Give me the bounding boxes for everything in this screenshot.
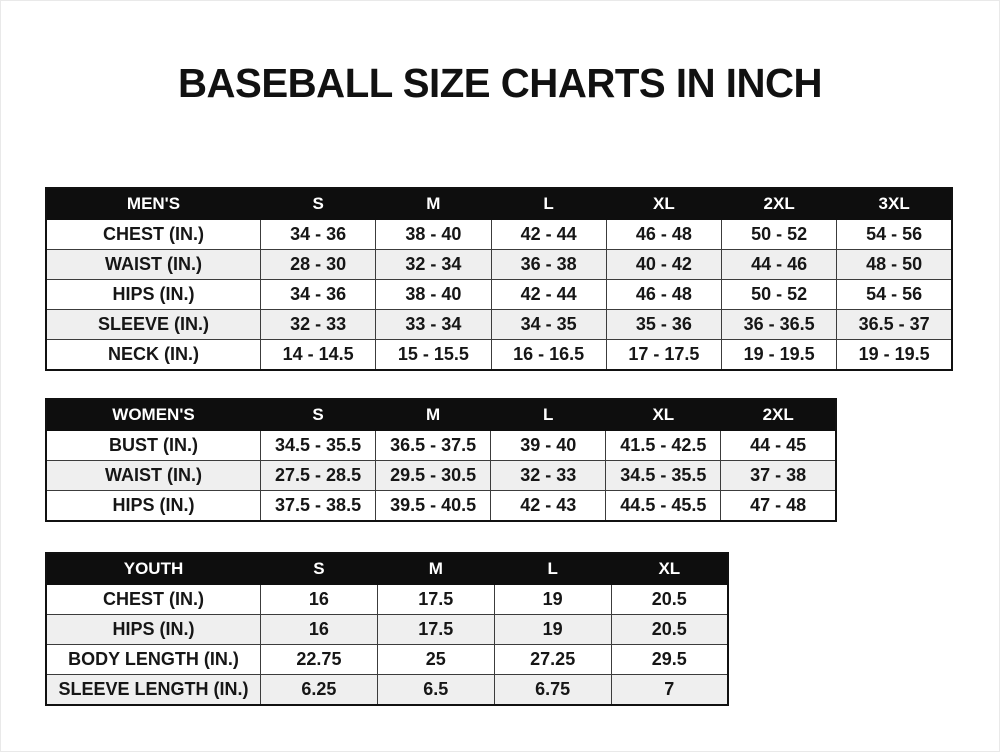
size-value: 16: [261, 615, 378, 645]
size-value: 32 - 33: [261, 310, 376, 340]
measurement-label: CHEST (IN.): [46, 585, 261, 615]
size-value: 27.5 - 28.5: [261, 461, 376, 491]
size-value: 16: [261, 585, 378, 615]
size-column-header: S: [261, 553, 378, 585]
measurement-label: WAIST (IN.): [46, 461, 261, 491]
size-value: 14 - 14.5: [261, 340, 376, 371]
size-value: 38 - 40: [376, 280, 491, 310]
table-row: [46, 461, 836, 491]
size-value: 20.5: [611, 585, 728, 615]
size-value: 46 - 48: [606, 280, 721, 310]
size-value: 22.75: [261, 645, 378, 675]
size-value: 50 - 52: [722, 220, 837, 250]
size-value: 48 - 50: [837, 250, 952, 280]
size-value: 42 - 44: [491, 220, 606, 250]
size-column-header: L: [494, 553, 611, 585]
size-value: 36 - 38: [491, 250, 606, 280]
size-value: 34 - 36: [261, 280, 376, 310]
size-value: 20.5: [611, 615, 728, 645]
size-value: 47 - 48: [721, 491, 836, 522]
measurement-label: SLEEVE LENGTH (IN.): [46, 675, 261, 706]
size-value: 33 - 34: [376, 310, 491, 340]
measurement-label: HIPS (IN.): [46, 491, 261, 522]
size-value: 54 - 56: [837, 280, 952, 310]
table-row: [46, 615, 728, 645]
size-value: 54 - 56: [837, 220, 952, 250]
size-value: 37 - 38: [721, 461, 836, 491]
size-column-header: XL: [606, 188, 721, 220]
table-row: [46, 250, 952, 280]
womens-size-table: [45, 398, 837, 522]
size-column-header: S: [261, 399, 376, 431]
size-value: 17.5: [377, 615, 494, 645]
size-column-header: XL: [606, 399, 721, 431]
size-column-header: 2XL: [722, 188, 837, 220]
size-value: 46 - 48: [606, 220, 721, 250]
table-row: [46, 220, 952, 250]
size-column-header: M: [377, 553, 494, 585]
page-title: BASEBALL SIZE CHARTS IN INCH: [177, 60, 823, 106]
measurement-label: BODY LENGTH (IN.): [46, 645, 261, 675]
size-value: 36.5 - 37: [837, 310, 952, 340]
size-value: 6.25: [261, 675, 378, 706]
size-column-header: 3XL: [837, 188, 952, 220]
header-row: [46, 188, 952, 220]
size-value: 29.5 - 30.5: [376, 461, 491, 491]
size-value: 44.5 - 45.5: [606, 491, 721, 522]
size-value: 34 - 35: [491, 310, 606, 340]
size-column-header: L: [491, 188, 606, 220]
header-row: [46, 399, 836, 431]
size-value: 6.75: [494, 675, 611, 706]
group-label: YOUTH: [46, 553, 261, 585]
size-value: 29.5: [611, 645, 728, 675]
size-value: 32 - 34: [376, 250, 491, 280]
size-column-header: M: [376, 399, 491, 431]
size-value: 16 - 16.5: [491, 340, 606, 371]
measurement-label: SLEEVE (IN.): [46, 310, 261, 340]
size-column-header: S: [261, 188, 376, 220]
size-value: 36.5 - 37.5: [376, 431, 491, 461]
size-value: 41.5 - 42.5: [606, 431, 721, 461]
mens-size-table: [45, 187, 953, 371]
size-value: 32 - 33: [491, 461, 606, 491]
table-row: [46, 645, 728, 675]
size-value: 39.5 - 40.5: [376, 491, 491, 522]
size-value: 28 - 30: [261, 250, 376, 280]
measurement-label: CHEST (IN.): [46, 220, 261, 250]
table-row: [46, 431, 836, 461]
size-value: 34.5 - 35.5: [606, 461, 721, 491]
size-value: 34.5 - 35.5: [261, 431, 376, 461]
table-row: [46, 280, 952, 310]
size-value: 40 - 42: [606, 250, 721, 280]
size-value: 42 - 43: [491, 491, 606, 522]
size-value: 42 - 44: [491, 280, 606, 310]
size-value: 19: [494, 585, 611, 615]
size-column-header: L: [491, 399, 606, 431]
size-value: 34 - 36: [261, 220, 376, 250]
header-row: [46, 553, 728, 585]
size-column-header: M: [376, 188, 491, 220]
size-value: 36 - 36.5: [722, 310, 837, 340]
size-value: 15 - 15.5: [376, 340, 491, 371]
table-row: [46, 310, 952, 340]
size-value: 37.5 - 38.5: [261, 491, 376, 522]
measurement-label: HIPS (IN.): [46, 280, 261, 310]
measurement-label: NECK (IN.): [46, 340, 261, 371]
size-value: 50 - 52: [722, 280, 837, 310]
table-row: [46, 585, 728, 615]
size-value: 17.5: [377, 585, 494, 615]
measurement-label: BUST (IN.): [46, 431, 261, 461]
size-column-header: 2XL: [721, 399, 836, 431]
group-label: MEN'S: [46, 188, 261, 220]
youth-size-table: [45, 552, 729, 706]
size-value: 27.25: [494, 645, 611, 675]
size-value: 44 - 46: [722, 250, 837, 280]
size-column-header: XL: [611, 553, 728, 585]
measurement-label: WAIST (IN.): [46, 250, 261, 280]
size-value: 35 - 36: [606, 310, 721, 340]
size-value: 19 - 19.5: [837, 340, 952, 371]
table-row: [46, 675, 728, 706]
group-label: WOMEN'S: [46, 399, 261, 431]
measurement-label: HIPS (IN.): [46, 615, 261, 645]
size-value: 19: [494, 615, 611, 645]
size-value: 7: [611, 675, 728, 706]
table-row: [46, 340, 952, 371]
size-value: 44 - 45: [721, 431, 836, 461]
size-value: 19 - 19.5: [722, 340, 837, 371]
size-value: 25: [377, 645, 494, 675]
table-row: [46, 491, 836, 522]
size-value: 6.5: [377, 675, 494, 706]
size-value: 38 - 40: [376, 220, 491, 250]
size-value: 39 - 40: [491, 431, 606, 461]
size-value: 17 - 17.5: [606, 340, 721, 371]
